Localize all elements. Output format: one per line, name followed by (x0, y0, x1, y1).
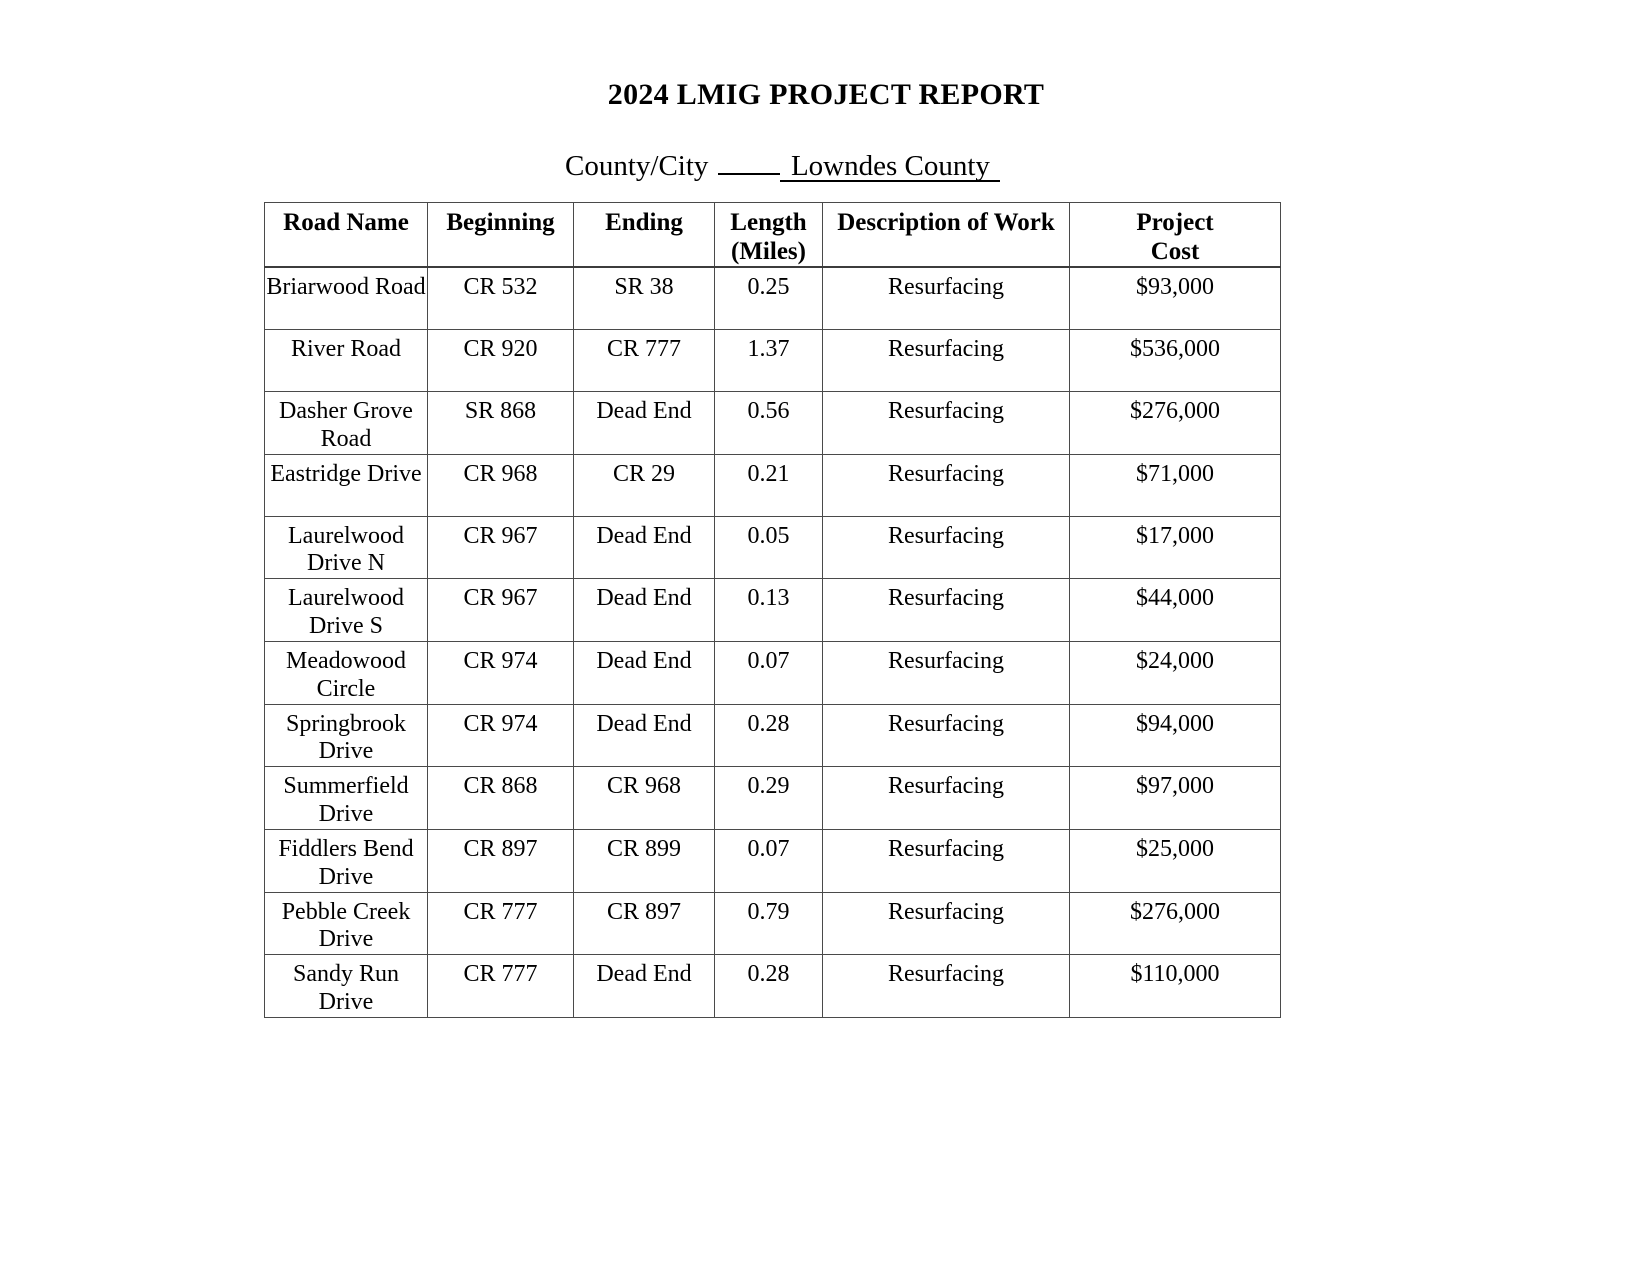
cell-description: Resurfacing (823, 579, 1070, 642)
project-table (264, 202, 1281, 1018)
column-header-cost-line2: Cost (1150, 238, 1200, 265)
table-row (265, 579, 1281, 642)
cell-project-cost: $276,000 (1070, 392, 1281, 455)
column-header-beginning: Beginning (428, 203, 574, 268)
cell-project-cost: $17,000 (1070, 516, 1281, 579)
cell-description: Resurfacing (823, 892, 1070, 955)
cell-description: Resurfacing (823, 829, 1070, 892)
cell-description: Resurfacing (823, 516, 1070, 579)
table-row (265, 955, 1281, 1018)
cell-road-name: Pebble Creek Drive (265, 892, 428, 955)
cell-description: Resurfacing (823, 641, 1070, 704)
page-title: 2024 LMIG PROJECT REPORT (607, 78, 1045, 111)
cell-project-cost: $44,000 (1070, 579, 1281, 642)
cell-project-cost: $93,000 (1070, 267, 1281, 330)
cell-road-name: Eastridge Drive (265, 454, 428, 516)
cell-beginning: CR 868 (428, 767, 574, 830)
table-row (265, 267, 1281, 330)
cell-beginning: CR 920 (428, 330, 574, 392)
cell-length: 0.05 (715, 516, 823, 579)
table-row (265, 516, 1281, 579)
cell-beginning: CR 967 (428, 579, 574, 642)
cell-ending: Dead End (574, 579, 715, 642)
cell-ending: Dead End (574, 392, 715, 455)
column-header-length (715, 203, 823, 268)
cell-road-name: Dasher Grove Road (265, 392, 428, 455)
cell-beginning: CR 777 (428, 955, 574, 1018)
column-header-description: Description of Work (823, 203, 1070, 268)
cell-project-cost: $24,000 (1070, 641, 1281, 704)
cell-length: 0.07 (715, 641, 823, 704)
cell-ending: CR 897 (574, 892, 715, 955)
cell-ending: CR 777 (574, 330, 715, 392)
cell-length: 0.79 (715, 892, 823, 955)
cell-road-name: Laurelwood Drive N (265, 516, 428, 579)
county-city-line (565, 143, 1000, 183)
cell-road-name: Springbrook Drive (265, 704, 428, 767)
cell-ending: CR 899 (574, 829, 715, 892)
column-header-project-cost (1070, 203, 1281, 268)
county-city-value: Lowndes County (780, 150, 1000, 182)
cell-project-cost: $110,000 (1070, 955, 1281, 1018)
cell-project-cost: $71,000 (1070, 454, 1281, 516)
cell-ending: Dead End (574, 516, 715, 579)
cell-project-cost: $25,000 (1070, 829, 1281, 892)
table-row (265, 829, 1281, 892)
cell-ending: Dead End (574, 641, 715, 704)
table-row (265, 392, 1281, 455)
cell-description: Resurfacing (823, 955, 1070, 1018)
column-header-road-name: Road Name (265, 203, 428, 268)
table-row (265, 330, 1281, 392)
cell-length: 0.28 (715, 955, 823, 1018)
column-header-ending: Ending (574, 203, 715, 268)
cell-length: 0.13 (715, 579, 823, 642)
cell-road-name: Briarwood Road (265, 267, 428, 330)
table-row (265, 704, 1281, 767)
cell-ending: Dead End (574, 955, 715, 1018)
cell-ending: Dead End (574, 704, 715, 767)
cell-description: Resurfacing (823, 392, 1070, 455)
cell-beginning: CR 968 (428, 454, 574, 516)
table-row (265, 767, 1281, 830)
cell-beginning: SR 868 (428, 392, 574, 455)
cell-description: Resurfacing (823, 454, 1070, 516)
cell-road-name: River Road (265, 330, 428, 392)
cell-ending: CR 29 (574, 454, 715, 516)
table-row (265, 892, 1281, 955)
cell-length: 1.37 (715, 330, 823, 392)
table-body (265, 267, 1281, 1017)
cell-project-cost: $97,000 (1070, 767, 1281, 830)
cell-description: Resurfacing (823, 767, 1070, 830)
column-header-length-line1: Length (730, 209, 807, 236)
cell-ending: SR 38 (574, 267, 715, 330)
cell-beginning: CR 897 (428, 829, 574, 892)
cell-length: 0.56 (715, 392, 823, 455)
table-row (265, 641, 1281, 704)
cell-road-name: Summerfield Drive (265, 767, 428, 830)
cell-beginning: CR 974 (428, 704, 574, 767)
cell-length: 0.07 (715, 829, 823, 892)
cell-beginning: CR 532 (428, 267, 574, 330)
cell-road-name: Laurelwood Drive S (265, 579, 428, 642)
cell-road-name: Fiddlers Bend Drive (265, 829, 428, 892)
cell-description: Resurfacing (823, 704, 1070, 767)
cell-description: Resurfacing (823, 267, 1070, 330)
cell-length: 0.25 (715, 267, 823, 330)
cell-project-cost: $536,000 (1070, 330, 1281, 392)
cell-length: 0.28 (715, 704, 823, 767)
cell-beginning: CR 777 (428, 892, 574, 955)
cell-length: 0.29 (715, 767, 823, 830)
county-city-label: County/City (565, 150, 709, 182)
table-row (265, 454, 1281, 516)
column-header-cost-line1: Project (1136, 209, 1214, 236)
cell-project-cost: $276,000 (1070, 892, 1281, 955)
table-header (265, 203, 1281, 268)
cell-ending: CR 968 (574, 767, 715, 830)
column-header-length-line2: (Miles) (731, 238, 806, 265)
cell-length: 0.21 (715, 454, 823, 516)
project-table-container (264, 202, 1274, 1018)
county-city-blank-rule (718, 143, 780, 175)
cell-road-name: Meadowood Circle (265, 641, 428, 704)
cell-description: Resurfacing (823, 330, 1070, 392)
cell-beginning: CR 974 (428, 641, 574, 704)
cell-beginning: CR 967 (428, 516, 574, 579)
table-header-row (265, 203, 1281, 268)
cell-project-cost: $94,000 (1070, 704, 1281, 767)
cell-road-name: Sandy Run Drive (265, 955, 428, 1018)
